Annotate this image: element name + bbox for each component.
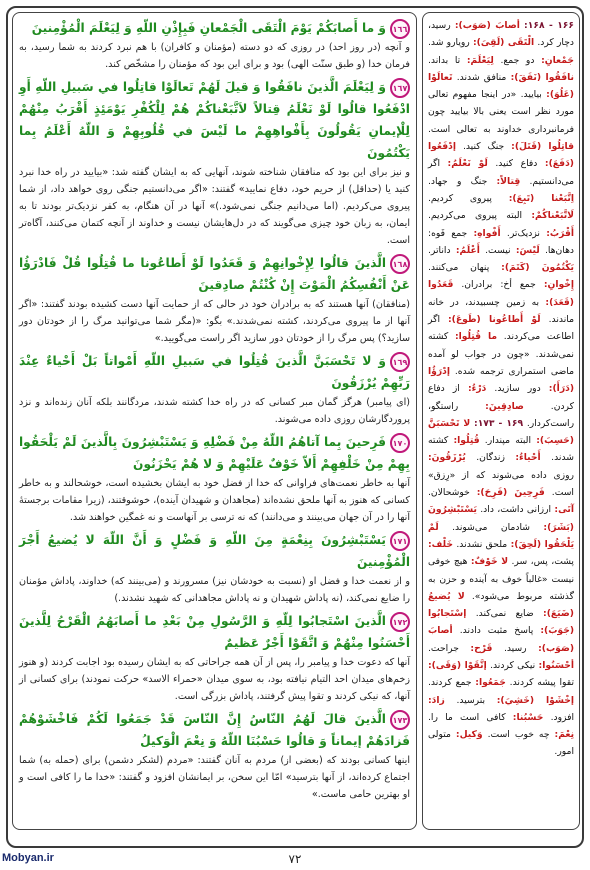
glossary-definition: رویارو شد.	[428, 37, 470, 49]
glossary-term: قاتِلُوا (قَتَلَ):	[511, 141, 575, 153]
glossary-definition: راستگو، راست‌کردار.	[428, 400, 575, 429]
glossary-definition: متولی امور.	[428, 729, 574, 758]
glossary-definition: جمع کردند.	[428, 677, 472, 689]
verse-translation: آنها به خاطر نعمت‌های فراوانی که خدا از فضل خود به ایشان بخشیده است، خوشحالند و به خاطر کسانی که هنوز به آنها ملحق نشده‌اند (مجاهدان و شهیدان آینده)، خوشوقتند، (زیرا مقامات برجستهٔ آنها را در آن جهان می‌بینند و می‌دانند) که نه ترسی بر آنهاست و نه غمگین خواهند شد.	[19, 478, 410, 523]
verse-number-badge: ١٧٢	[390, 612, 410, 632]
verse-translation: اینها کسانی بودند که (بعضی از) مردم به آنان گفتند: «مردم (لشکر دشمن) برای (حمله به) شما اجتماع کرده‌اند، از آنها بترسید» امّا این سخن، بر ایمانشان افزود و گفتند: «خدا ما را کافی است و او بهترین حامی ماست.»	[19, 755, 410, 800]
glossary-definition: پیروی کردیم.	[428, 192, 492, 204]
verse-arabic	[19, 350, 410, 394]
glossary-term: قَرْح:	[470, 642, 493, 654]
glossary-term: تَعالَوْا (عَلُوَ):	[428, 71, 574, 101]
glossary-term: لَوْ نَعْلَمُ:	[447, 158, 488, 170]
verse-translation: و آنچه (در روز احد) در روزی که دو دسته (مؤمنان و کافران) با هم نبرد کردند به شما رسید، به فرمان خدا (و طبق سنّت الهی) بود و برای این بود که مؤمنان را مشخّص کند.	[19, 42, 410, 70]
glossary-definition: کشته شدند.	[428, 435, 574, 464]
glossary-definition: به زمین چسبیدند، در خانه ماندند.	[428, 296, 574, 326]
glossary-definition: زندگان.	[476, 452, 505, 464]
verse-translation: (ای پیامبر) هرگز گمان مبر کسانی که در راه خدا کشته شدند، مردگانند بلکه آنان زنده‌اند و نزد پروردگارشان روزی داده می‌شوند.	[19, 397, 410, 425]
glossary-term: جَمَعُوا:	[475, 677, 506, 689]
verse-arabic-text: فَرِحينَ بِما آتاهُمُ اللّهُ مِنْ فَضْلِهِ وَ يَسْتَبْشِرُونَ بِالَّذينَ لَمْ يَلْحَقُوا بِهِمْ مِنْ خَلْفِهِمْ أَلاّ خَوْفٌ عَلَيْهِمْ وَ لا هُمْ يَحْزَنُونَ	[19, 435, 410, 471]
verse-block	[19, 252, 410, 347]
glossary-definition: نیست.	[485, 244, 511, 256]
verse-translation: و نیز برای این بود که منافقان شناخته شوند، آنهایی که به ایشان گفته شد: «بیایید در راه خدا نبرد کنید یا (حداقل) از حریم خود، دفاع نمایید» گفتند: «اگر می‌دانستیم جنگی روی خواهد داد، از شما پیروی می‌کردیم. (اما می‌دانیم جنگی نمی‌شود.)» آنها در آن هنگام، به کفر نزدیک‌تر بودند تا به ایمان، به زبان خود چیزی می‌گویند که در دل‌هایشان نیست و خداوند از آنچه کتمان می‌کنند، آگاه‌تر است.	[19, 167, 410, 246]
glossary-definition: رسید.	[503, 642, 527, 654]
glossary-term: لَيْسَ:	[515, 244, 540, 256]
glossary-term: الْتَقَی (لَقِیَ):	[472, 37, 535, 49]
site-watermark: Mobyan.ir	[2, 852, 54, 864]
verse-block	[19, 350, 410, 428]
verse-arabic-text: الَّذينَ قالَ لَهُمُ النّاسُ إِنَّ النّاسَ قَدْ جَمَعُوا لَكُمْ فَاخْشَوْهُمْ فَزادَهُمْ إيماناً وَ قالُوا حَسْبُنَا اللّهُ وَ نِعْمَ الْوَكيلُ	[19, 712, 410, 748]
verse-translation: (منافقان) آنها هستند که به برادران خود در حالی که از حمایت آنها دست کشیده بودند گفتند: «اگر آنها از ما پیروی می‌کردند، کشته نمی‌شدند.» بگو: «(مگر شما می‌توانید مرگ را از خودتان دور سازید؟) پس مرگ را از خودتان دور سازید اگر راست می‌گویید.»	[19, 299, 410, 344]
glossary-term: أَفْواهِ:	[473, 227, 501, 239]
glossary-definition: بیایید. «در اینجا مفهوم تعالی مورد نظر است یعنی بالا بیایید چون فرمانبرداری خداوند به تعالی است.	[428, 89, 574, 135]
glossary-definition: جنگ کنید.	[462, 141, 505, 153]
verse-number-badge: ١٦٨	[390, 254, 410, 274]
glossary-range-heading: ١۶٩ - ١٧٣:	[474, 417, 524, 429]
glossary-term: قَعَدُوا (قَعَدَ):	[428, 279, 574, 308]
verse-arabic	[19, 431, 410, 475]
glossary-term: لَوْ أَطاعُونا (طَوعَ):	[447, 314, 541, 326]
glossary-term: لِيَعْلَمَ:	[466, 54, 494, 66]
page-number: ٧٢	[288, 852, 302, 866]
glossary-definition: پنهان می‌کنند.	[428, 262, 490, 274]
glossary-definition: هیچ خوفی نیست «غالباً خوف به آینده و حزن به گذشته مربوط می‌شود».	[428, 556, 574, 602]
glossary-term: أصابَ (صَوَب):	[454, 20, 520, 31]
glossary-term: لا تَحْسَبَنَّ (حَسِبَ):	[428, 417, 574, 447]
glossary-definition: دو جمع.	[500, 54, 535, 66]
glossary-term: آتَی:	[554, 504, 574, 516]
glossary-definition: کافی است ما را.	[428, 711, 506, 723]
verse-translation: و از نعمت خدا و فضل او (نسبت به خودشان نیز) مسرورند و (می‌بینند که) خداوند، پاداش مؤمنان را ضایع نمی‌کند، (نه پاداش شهیدان و نه پاداش مجاهدانی که شهید نشدند.)	[19, 576, 410, 604]
glossary-definition: ملحق نشدند.	[456, 538, 508, 550]
glossary-term: يَسْتَبْشِرُونَ (بَشَرَ):	[428, 504, 574, 533]
glossary-definition: نزدیک‌تر.	[506, 227, 540, 239]
glossary-definition: اگر می‌دانستیم.	[428, 158, 574, 187]
verse-arabic	[19, 708, 410, 752]
glossary-definition: البته مپندار.	[484, 435, 532, 447]
glossary-term: نافَقُوا (نَفَقَ):	[510, 71, 574, 83]
glossary-term: لا خَوْفٌ:	[470, 556, 509, 568]
glossary-definition: جراحت.	[428, 642, 459, 654]
glossary-term: أَحْياءُ:	[515, 452, 541, 464]
glossary-term: أحْسَنُوا:	[538, 659, 574, 671]
glossary-definition: منافق شدند.	[456, 71, 507, 83]
verse-block	[19, 529, 410, 607]
glossary-definition: روزی داده می‌شوند که از «رِزق» است.	[428, 469, 574, 499]
glossary-term: يَكْتُمُونَ (كَتَمَ):	[501, 262, 575, 274]
glossary-definition: پشت، پس، سر.	[511, 556, 574, 568]
glossary-term: زادَ:	[428, 694, 445, 706]
glossary-term: أصابَ (صَوَب):	[428, 625, 575, 654]
glossary-term: جَمْعانِ:	[541, 54, 574, 66]
glossary-definition: بترسید.	[456, 694, 486, 706]
glossary-term: لَاتَّبَعْناكُمْ:	[531, 210, 574, 222]
verse-number-badge: ١٧٣	[390, 710, 410, 730]
glossary-definition: جنگ و جهاد.	[428, 175, 488, 187]
glossary-term: إدْرَؤُا (دَرَأَ):	[428, 365, 575, 395]
glossary-term: لا يُضيعُ (ضَيَعَ):	[428, 590, 574, 620]
glossary-term: وَكيل:	[455, 729, 483, 741]
glossary-definition: البته پیروی می‌کردیم.	[428, 210, 523, 222]
verse-arabic-text: الَّذينَ اسْتَجابُوا لِلّهِ وَ الرَّسُولِ مِنْ بَعْدِ ما أَصابَهُمُ الْقَرْحُ لِلَّذينَ أَحْسَنُوا مِنْهُمْ وَ اتَّقَوْا أَجْرٌ عَظيمٌ	[19, 614, 410, 650]
glossary-definition: از دفاع کردن.	[428, 383, 574, 412]
glossary-term: حَسْبُنا:	[512, 711, 544, 723]
glossary-term: لَمْ يَلْحَقُوا (لَحِقَ):	[428, 521, 575, 550]
verse-arabic	[19, 252, 410, 296]
glossary-term: أَعْلَمُ:	[455, 244, 480, 256]
verse-number-badge: ١٦٧	[390, 78, 410, 98]
verse-number-badge: ١٦٦	[390, 19, 410, 39]
glossary-term: قُتِلُوا:	[453, 435, 480, 447]
verse-arabic-text: وَ ما أَصابَكُمْ يَوْمَ الْتَقَى الْجَمْعانِ فَبِإِذْنِ اللّهِ وَ لِيَعْلَمَ الْمُؤْمِنينَ	[31, 21, 386, 35]
verse-block	[19, 708, 410, 803]
glossary-definition: ارزانی داشت، داد.	[480, 504, 552, 516]
glossary-definition: دفاع کنید.	[495, 158, 538, 170]
glossary-definition: تا بداند.	[428, 54, 461, 66]
glossary-definition: ضایع نمی‌کند.	[475, 608, 534, 620]
verse-arabic	[19, 610, 410, 654]
glossary-definition: تقوا پیشه کردند.	[509, 677, 575, 689]
glossary-definition: دور سازید.	[494, 383, 541, 395]
verse-arabic	[19, 76, 410, 164]
verse-number-badge: ١٦٩	[390, 352, 410, 372]
glossary-term: إسْتَجابُوا (جَوَبَ):	[428, 608, 575, 637]
glossary-term: إتَّقَوْا (وَقَی):	[428, 659, 487, 671]
glossary-definition: کشته نمی‌شدند. «چون در جواب لو آمده ماضی استمراری ترجمه شده.	[428, 331, 574, 377]
glossary-text	[428, 17, 574, 761]
glossary-term: قِتالاً:	[496, 175, 521, 187]
verse-arabic-text: وَ لا تَحْسَبَنَّ الَّذينَ قُتِلُوا في سَبيلِ اللّهِ أَمْواتاً بَلْ أَحْياءٌ عِنْدَ رَبِّهِمْ يُرْزَقُونَ	[19, 354, 410, 390]
verse-arabic	[19, 529, 410, 573]
glossary-term: خَلْف:	[428, 538, 453, 550]
verse-arabic-text: وَ لِيَعْلَمَ الَّذينَ نافَقُوا وَ قيلَ لَهُمْ تَعالَوْا قاتِلُوا في سَبيلِ اللّهِ أَوِ ادْفَعُوا قالُوا لَوْ نَعْلَمُ قِتالاً لاَتَّبَعْناكُمْ هُمْ لِلْكُفْرِ يَوْمَئِذٍ أَقْرَبُ مِنْهُمْ لِلْإيمانِ يَقُولُونَ بِأَفْواهِهِمْ ما لَيْسَ في قُلُوبِهِمْ وَ اللّهُ أَعْلَمُ بِما يَكْتُمُونَ	[19, 80, 410, 160]
verse-arabic-text: الَّذينَ قالُوا لِإِخْوانِهِمْ وَ قَعَدُوا لَوْ أَطاعُونا ما قُتِلُوا قُلْ فَادْرَؤُا عَنْ أَنْفُسِكُمُ الْمَوْتَ إِنْ كُنْتُمْ صادِقينَ	[19, 256, 410, 292]
verse-arabic	[19, 17, 410, 39]
glossary-definition: افزود.	[550, 711, 575, 723]
verses-panel	[12, 12, 417, 830]
glossary-term: إِخْوانِ:	[543, 279, 575, 291]
glossary-panel	[422, 12, 580, 830]
verse-block	[19, 76, 410, 249]
glossary-term: أَقْرَبُ:	[546, 227, 575, 239]
verse-number-badge: ١٧١	[390, 531, 410, 551]
glossary-definition: چه خوب است.	[487, 729, 550, 741]
glossary-term: ما قُتِلُوا:	[454, 331, 498, 343]
glossary-definition: داناتر.	[428, 244, 451, 256]
glossary-term: صادِقِينَ:	[485, 400, 524, 412]
glossary-term: نِعْمَ:	[554, 729, 575, 741]
glossary-definition: خوشحالان.	[428, 487, 470, 499]
glossary-definition: جمع أخ: برادران.	[461, 279, 536, 291]
glossary-term: إخْشَوْا (خَشِيَ):	[496, 694, 575, 706]
glossary-definition: اگر اطاعت می‌کردند.	[428, 314, 574, 343]
glossary-definition: جمع فَوه: دهان‌ها.	[428, 227, 575, 256]
glossary-definition: نیکی کردند.	[490, 659, 536, 671]
verse-block	[19, 431, 410, 526]
glossary-term: اِتَّبَعْنا (تَبِعَ):	[508, 192, 575, 204]
glossary-term: دَرْءُ:	[467, 383, 487, 395]
verse-arabic-text: يَسْتَبْشِرُونَ بِنِعْمَةٍ مِنَ اللّهِ وَ فَضْلٍ وَ أَنَّ اللّهَ لا يُضيعُ أَجْرَ الْمُؤْمِنينَ	[19, 533, 410, 569]
glossary-term: إدْفَعُوا (دَفَعَ):	[428, 141, 574, 170]
glossary-definition: شادمان می‌شوند.	[452, 521, 530, 533]
verse-number-badge: ١٧٠	[390, 433, 410, 453]
glossary-definition: رسید، دچار کرد.	[428, 20, 574, 49]
glossary-definition: پاسخ مثبت دادند.	[459, 625, 534, 637]
verse-block	[19, 610, 410, 705]
glossary-term: يُرْزَقُونَ:	[428, 452, 466, 464]
verse-block	[19, 17, 410, 73]
glossary-range-heading: ١۶۶ - ١۶٨:	[524, 20, 575, 31]
glossary-term: فَرِحِينَ (فَرِحَ):	[476, 487, 545, 499]
verse-translation: آنها که دعوت خدا و پیامبر را، پس از آن همه جراحاتی که به ایشان رسیده بود اجابت کردند (و هنوز زخم‌های میدان احد التیام نیافته بود، به سوی میدان «حمراء الاسد» حرکت نمودند) برای کسانی از آنها، که نیکی کردند و تقوا پیش گرفتند، پاداش بزرگی است.	[19, 657, 410, 702]
